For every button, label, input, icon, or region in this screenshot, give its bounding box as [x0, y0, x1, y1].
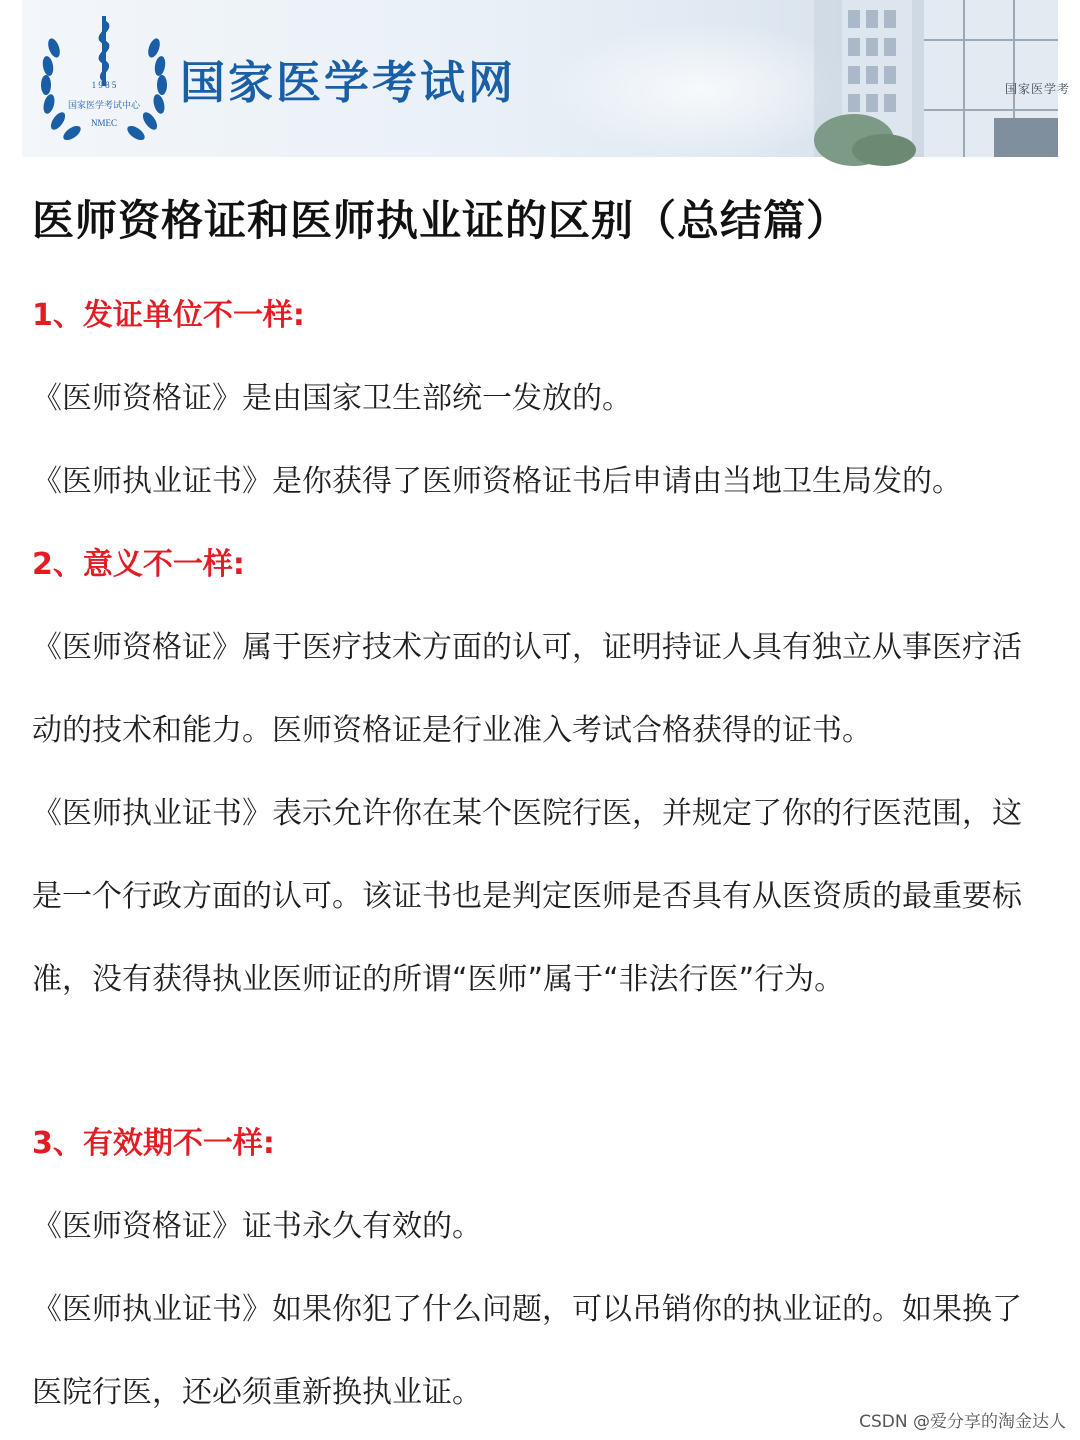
paragraph: 《医师执业证书》是你获得了医师资格证书后申请由当地卫生局发的。 [32, 464, 962, 499]
site-name: 国家医学考试网 [180, 56, 517, 109]
logo-year: 1 9 8 5 [91, 80, 117, 90]
section-heading-issuer: 1、发证单位不一样: [32, 298, 305, 333]
paragraph: 《医师执业证书》表示允许你在某个医院行医，并规定了你的行医范围，这是一个行政方面的认可。该证书也是判定医师是否具有从医资质的最重要标准，没有获得执业医师证的所谓“医师”属于“非法行医”行为。 [32, 796, 1022, 997]
paragraph: 《医师资格证》是由国家卫生部统一发放的。 [32, 381, 632, 416]
building-image [814, 0, 1058, 157]
logo-org-en: NMEC [90, 118, 118, 128]
site-banner [22, 0, 1071, 157]
section-heading-meaning: 2、意义不一样: [32, 547, 245, 582]
logo-org-cn: 国家医学考试中心 [67, 101, 141, 111]
section-heading-validity: 3、有效期不一样: [32, 1126, 275, 1161]
article-title: 医师资格证和医师执业证的区别（总结篇） [32, 196, 850, 245]
paragraph: 《医师资格证》证书永久有效的。 [32, 1209, 482, 1244]
nmec-logo-icon [30, 8, 178, 148]
building-sign: 国家医学考 [1005, 82, 1071, 96]
paragraph: 《医师执业证书》如果你犯了什么问题，可以吊销你的执业证的。如果换了医院行医，还必须重新换执业证。 [32, 1292, 1022, 1410]
paragraph: 《医师资格证》属于医疗技术方面的认可，证明持证人具有独立从事医疗活动的技术和能力。医师资格证是行业准入考试合格获得的证书。 [32, 630, 1022, 748]
csdn-watermark: CSDN @爱分享的淘金达人 [859, 1412, 1066, 1432]
